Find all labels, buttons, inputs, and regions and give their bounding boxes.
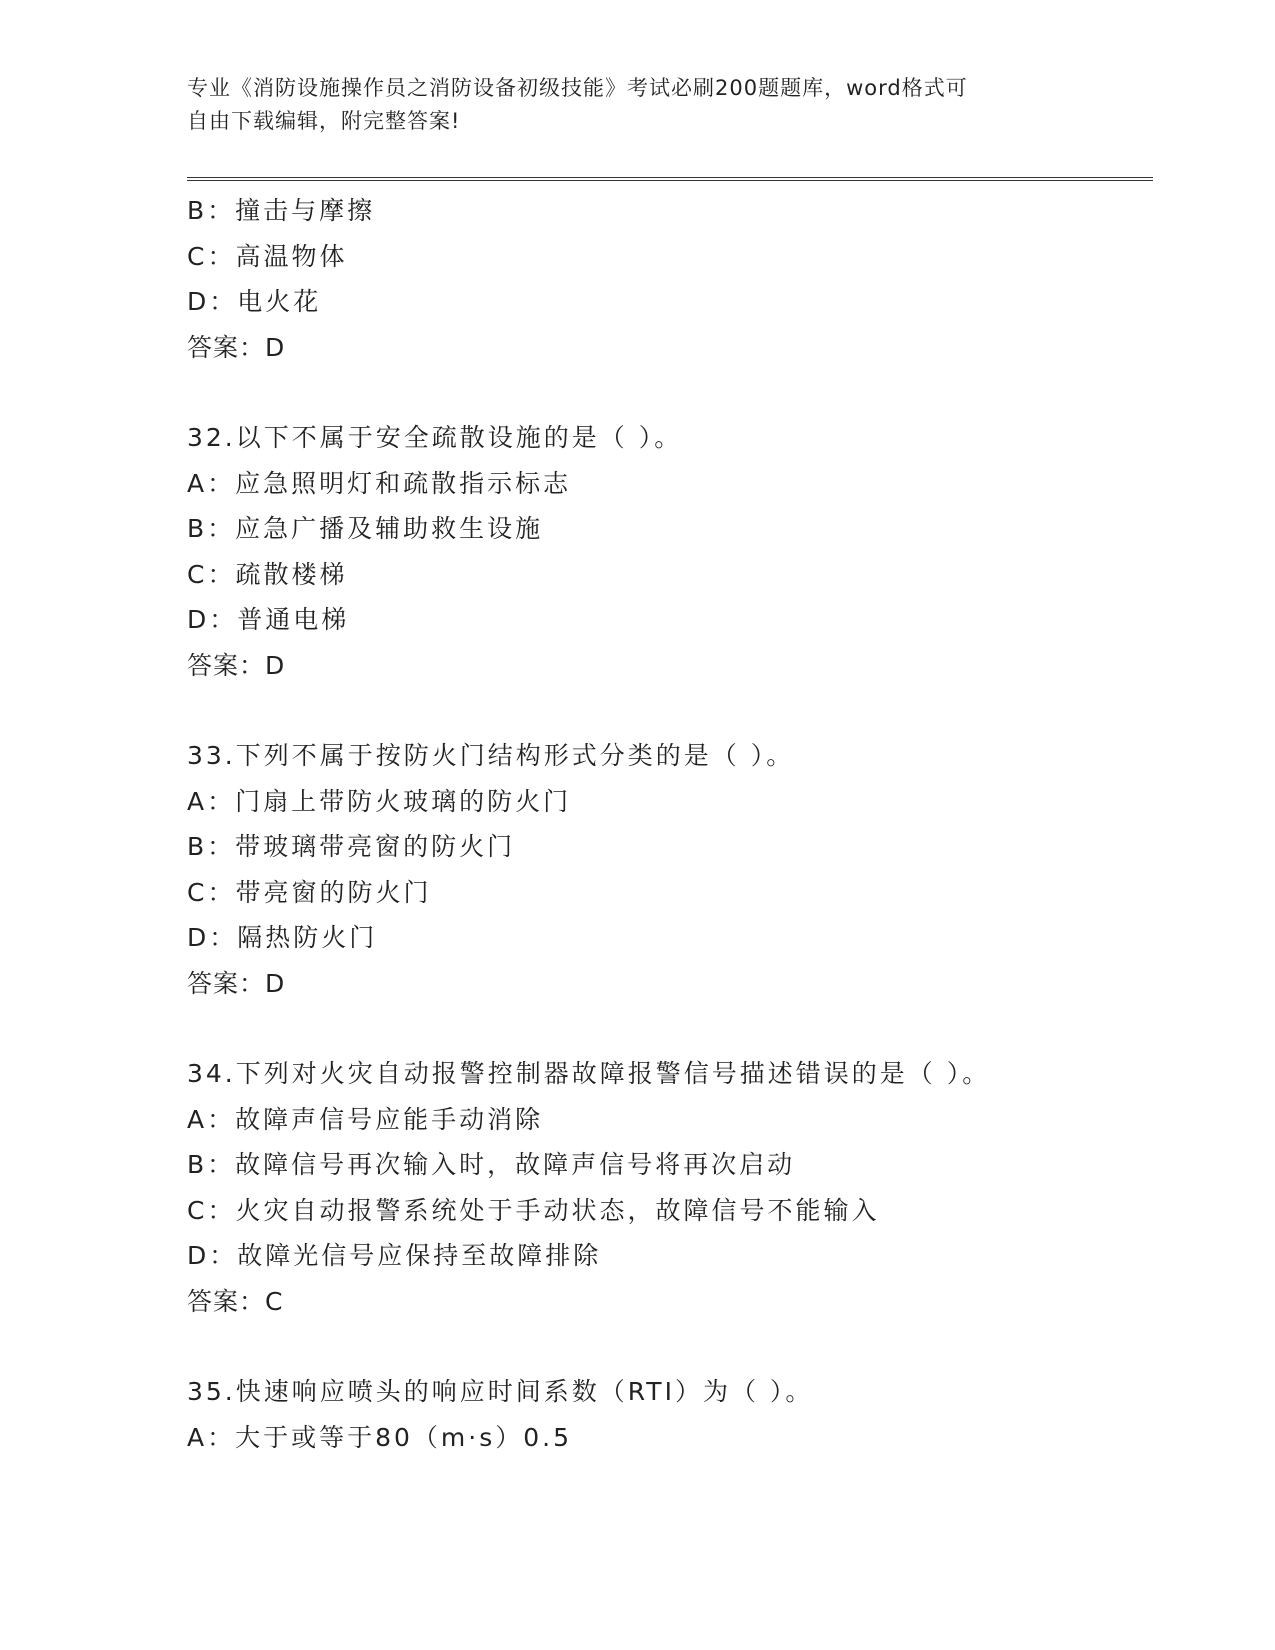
document-header [187,72,1067,138]
option-d: D：隔热防火门 [187,923,378,952]
option-b: B：故障信号再次输入时，故障声信号将再次启动 [187,1150,796,1179]
option-c: C：疏散楼梯 [187,559,348,589]
spacer [187,1324,1153,1369]
option-c: C：高温物体 [187,241,348,271]
header-line-1: 专业《消防设施操作员之消防设备初级技能》考试必刷200题题库，word格式可 [187,76,968,100]
option-d: D：故障光信号应保持至故障排除 [187,1241,602,1270]
question-stem: 34.下列对火灾自动报警控制器故障报警信号描述错误的是（ ）。 [187,1059,991,1088]
option-b: B：应急广播及辅助救生设施 [187,514,544,543]
spacer [187,688,1153,733]
option-b: B：带玻璃带亮窗的防火门 [187,832,516,861]
answer-line: 答案：D [187,332,286,362]
spacer [187,1006,1153,1051]
answer-line: 答案：D [187,650,286,680]
carryover-block [187,188,1153,370]
question-32 [187,415,1153,688]
option-c: C：火灾自动报警系统处于手动状态，故障信号不能输入 [187,1195,880,1225]
option-d: D：普通电梯 [187,605,350,634]
option-a: A：门扇上带防火玻璃的防火门 [187,786,572,816]
question-content [187,188,1153,1460]
header-divider [187,177,1153,181]
option-a: A：大于或等于80（m·s）0.5 [187,1422,572,1452]
question-stem: 32.以下不属于安全疏散设施的是（ ）。 [187,423,683,452]
spacer [187,370,1153,415]
answer-line: 答案：D [187,968,286,998]
option-b: B：撞击与摩擦 [187,196,376,225]
question-34 [187,1051,1153,1324]
question-33 [187,733,1153,1006]
option-c: C：带亮窗的防火门 [187,877,432,907]
question-stem: 33.下列不属于按防火门结构形式分类的是（ ）。 [187,741,795,770]
header-line-2: 自由下载编辑，附完整答案! [187,109,461,133]
question-35 [187,1369,1153,1460]
option-a: A：故障声信号应能手动消除 [187,1104,544,1134]
question-stem: 35.快速响应喷头的响应时间系数（RTI）为（ ）。 [187,1377,814,1406]
answer-line: 答案：C [187,1286,284,1316]
option-d: D：电火花 [187,287,322,316]
option-a: A：应急照明灯和疏散指示标志 [187,468,572,498]
